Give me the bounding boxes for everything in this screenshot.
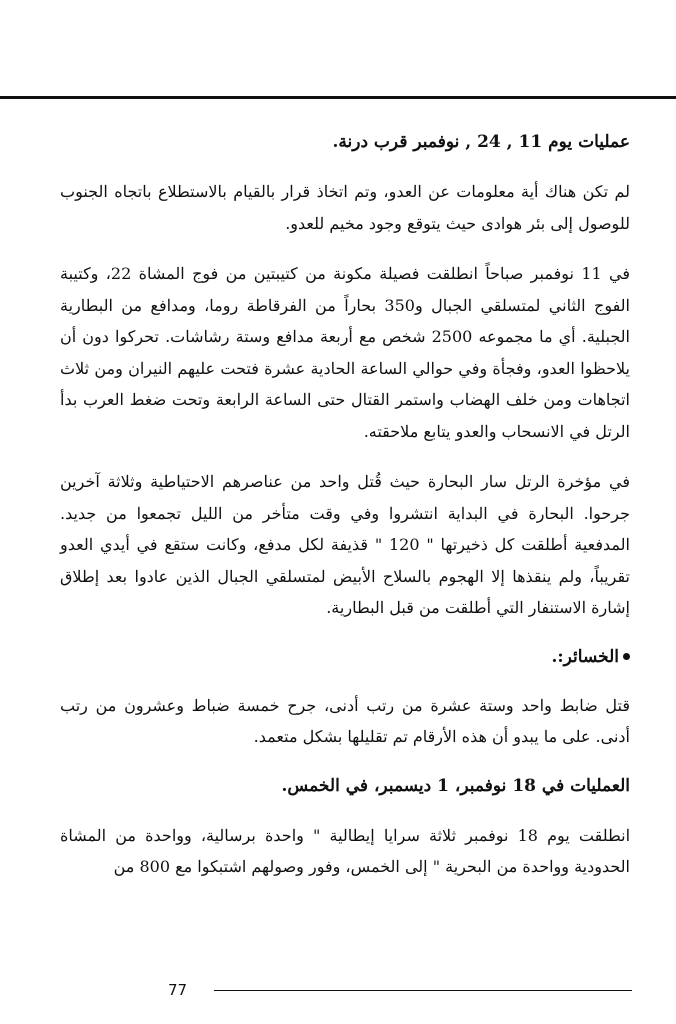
paragraph-november-11: في 11 نوفمبر صباحاً انطلقت فصيلة مكونة من كتيبتين من فوج المشاة 22، وكتيبة الفوج الثاني لمتسلقي الجبال و350 بحاراً من الفرقاطة روما، ومدافع من البطارية الجبلية. أي ما مجموعه 2500 شخص مع أربعة مدافع وستة رشاشات. تحركوا دون أن يلاحظوا العدو، وفجأة وفي حوالي الساعة الحادية عشرة فتحت عليهم النيران ومن ثلاث اتجاهات ومن خلف الهضاب واستمر القتال حتى الساعة الرابعة وتحت ضغط العرب بدأ الرتل في الانسحاب والعدو يتابع ملاحقته. — [60, 264, 631, 441]
paragraph-rear-column: في مؤخرة الرتل سار البحارة حيث قُتل واحد من عناصرهم الاحتياطية وثلاثة آخرين جرحوا. البحارة في البداية انتشروا وفي وقت متأخر من الليل تجمعوا من جديد. المدفعية أطلقت كل ذخيرتها " 120 " قذيفة لكل مدفع، وكانت ستقع في أيدي العدو تقريباً، ولم ينقذها إلا الهجوم بالسلاح الأبيض لمتسلقي الجبال الذين عادوا بعد إطلاق إشارة الاستنفار التي أطلقت من قبل البطارية. — [60, 472, 631, 617]
section-heading-khoms: العمليات في 18 نوفمبر، 1 ديسمبر، في الخمس. — [281, 775, 630, 796]
page-footer — [0, 978, 676, 1002]
losses-heading-label: الخسائر:. — [551, 646, 619, 667]
page-body — [60, 128, 630, 902]
page-number: 77 — [168, 981, 188, 999]
paragraph-recon: لم تكن هناك أية معلومات عن العدو، وتم اتخاذ قرار بالقيام بالاستطلاع باتجاه الجنوب للوصول إلى بئر هوادى حيث يتوقع وجود مخيم للعدو. — [60, 182, 630, 233]
paragraph-losses: قتل ضابط واحد وستة عشرة من رتب أدنى، جرح خمسة ضباط وعشرون من رتب أدنى. على ما يبدو أن هذه الأرقام تم تقليلها بشكل متعمد. — [60, 695, 630, 746]
bullet-icon — [623, 653, 630, 660]
footer-rule — [214, 990, 632, 991]
losses-heading — [60, 643, 630, 671]
top-rule — [0, 96, 676, 99]
paragraph-khoms: انطلقت يوم 18 نوفمبر ثلاثة سرايا إيطالية " واحدة برسالية، وواحدة من المشاة الحدودية وواحدة من البحرية " إلى الخمس، وفور وصولهم اشتبكوا مع 800 من — [60, 825, 631, 876]
section-heading-derna: عمليات يوم 11 , 24 , نوفمبر قرب درنة. — [332, 132, 630, 152]
